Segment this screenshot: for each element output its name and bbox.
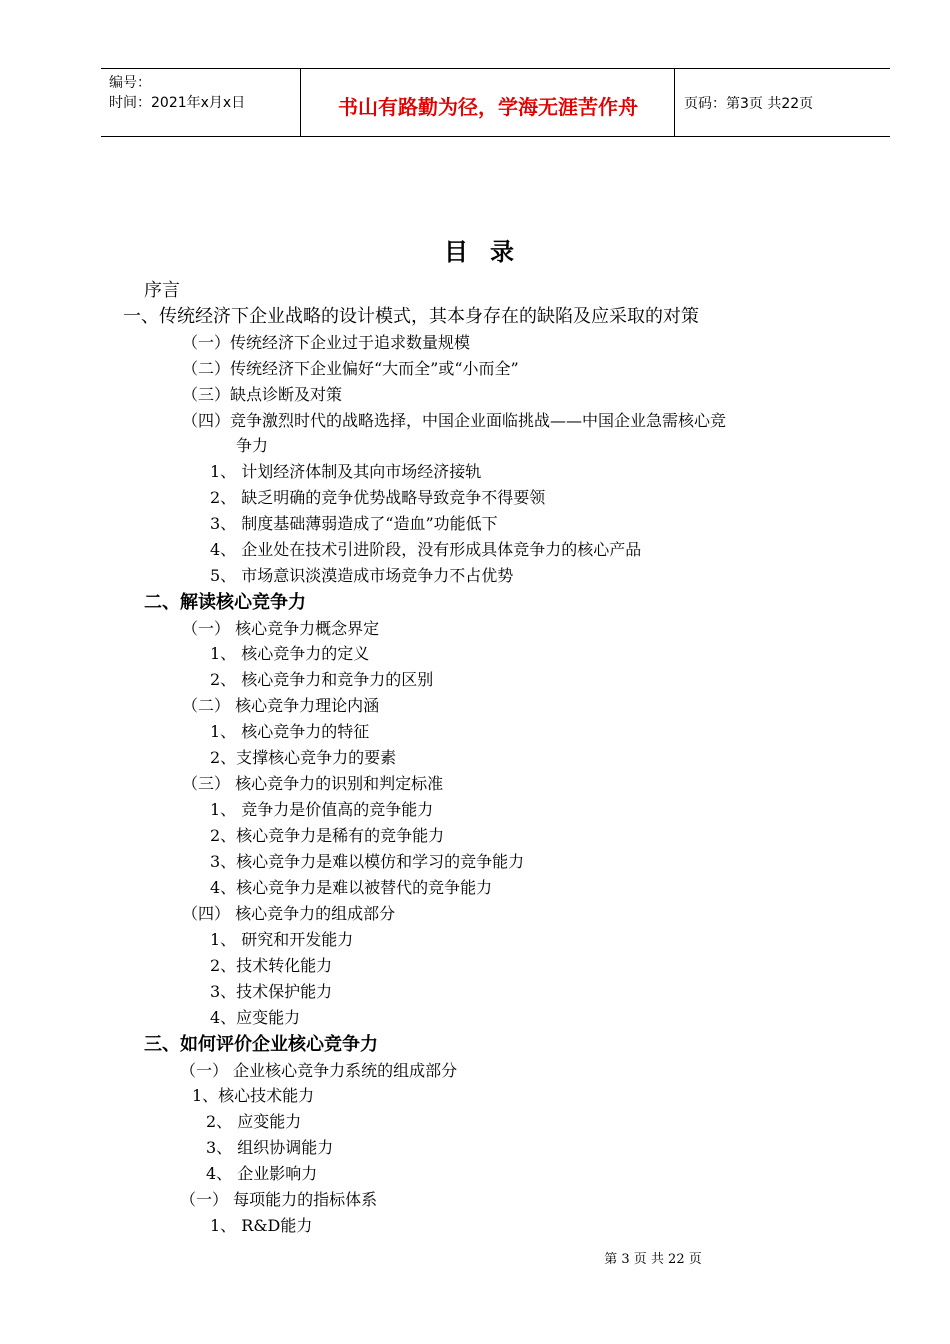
- toc-entry: 1、 竞争力是价值高的竞争能力: [210, 800, 434, 819]
- toc-entry: 1、 计划经济体制及其向市场经济接轨: [210, 462, 482, 481]
- toc-entry: 2、技术转化能力: [210, 956, 333, 975]
- toc-entry: 3、 制度基础薄弱造成了“造血”功能低下: [210, 514, 498, 533]
- toc-entry: 4、核心竞争力是难以被替代的竞争能力: [210, 878, 493, 897]
- toc-entry: （二） 核心竞争力理论内涵: [182, 696, 380, 715]
- toc-entry-preface: 序言: [144, 280, 180, 301]
- toc-entry: 4、应变能力: [210, 1008, 301, 1027]
- toc-entry: （一）传统经济下企业过于追求数量规模: [182, 333, 471, 352]
- toc-section-2: 二、解读核心竞争力: [144, 592, 306, 613]
- toc-entry: （二）传统经济下企业偏好“大而全”或“小而全”: [182, 359, 519, 378]
- toc-entry: 1、 核心竞争力的定义: [210, 644, 370, 663]
- toc-entry: （一） 每项能力的指标体系: [180, 1190, 378, 1209]
- toc-entry: 3、 组织协调能力: [206, 1138, 334, 1157]
- time-label: 时间：2021年x月x日: [109, 95, 246, 111]
- toc-entry: 5、 市场意识淡漠造成市场竞争力不占优势: [210, 566, 514, 585]
- toc-entry: 2、核心竞争力是稀有的竞争能力: [210, 826, 445, 845]
- header-page-cell: [675, 69, 890, 136]
- toc-entry: 4、 企业影响力: [206, 1164, 318, 1183]
- toc-entry: （一） 企业核心竞争力系统的组成部分: [180, 1061, 458, 1080]
- toc-title: 目录: [444, 238, 536, 266]
- toc-section-3: 三、如何评价企业核心竞争力: [144, 1034, 378, 1055]
- toc-entry: 2、 应变能力: [206, 1112, 302, 1131]
- toc-entry: （四） 核心竞争力的组成部分: [182, 904, 396, 923]
- document-header: [101, 68, 890, 137]
- page-info: 页码：第3页 共22页: [684, 96, 814, 112]
- toc-entry: 1、 研究和开发能力: [210, 930, 354, 949]
- toc-entry: （三）缺点诊断及对策: [182, 385, 343, 404]
- toc-entry: 3、核心竞争力是难以模仿和学习的竞争能力: [210, 852, 525, 871]
- header-info-cell: [101, 69, 301, 136]
- toc-entry: 1、 R&D能力: [210, 1216, 313, 1235]
- toc-section-1: 一、传统经济下企业战略的设计模式，其本身存在的缺陷及应采取的对策: [123, 306, 699, 327]
- toc-entry: 1、 核心竞争力的特征: [210, 722, 370, 741]
- toc-entry: （一） 核心竞争力概念界定: [182, 619, 380, 638]
- toc-entry: 3、技术保护能力: [210, 982, 333, 1001]
- toc-entry: （三） 核心竞争力的识别和判定标准: [182, 774, 444, 793]
- toc-entry: （四）竞争激烈时代的战略选择，中国企业面临挑战——中国企业急需核心竞: [182, 411, 727, 430]
- code-label: 编号：: [109, 75, 151, 91]
- toc-entry: 4、 企业处在技术引进阶段，没有形成具体竞争力的核心产品: [210, 540, 642, 559]
- page-footer: 第 3 页 共 22 页: [604, 1252, 702, 1267]
- header-slogan: 书山有路勤为径，学海无涯苦作舟: [338, 95, 638, 119]
- toc-entry: 2、 缺乏明确的竞争优势战略导致竞争不得要领: [210, 488, 546, 507]
- toc-entry: 2、支撑核心竞争力的要素: [210, 748, 397, 767]
- toc-entry: 1、核心技术能力: [192, 1086, 315, 1105]
- header-slogan-cell: [301, 69, 675, 136]
- toc-entry-continuation: 争力: [236, 436, 269, 455]
- toc-entry: 2、 核心竞争力和竞争力的区别: [210, 670, 434, 689]
